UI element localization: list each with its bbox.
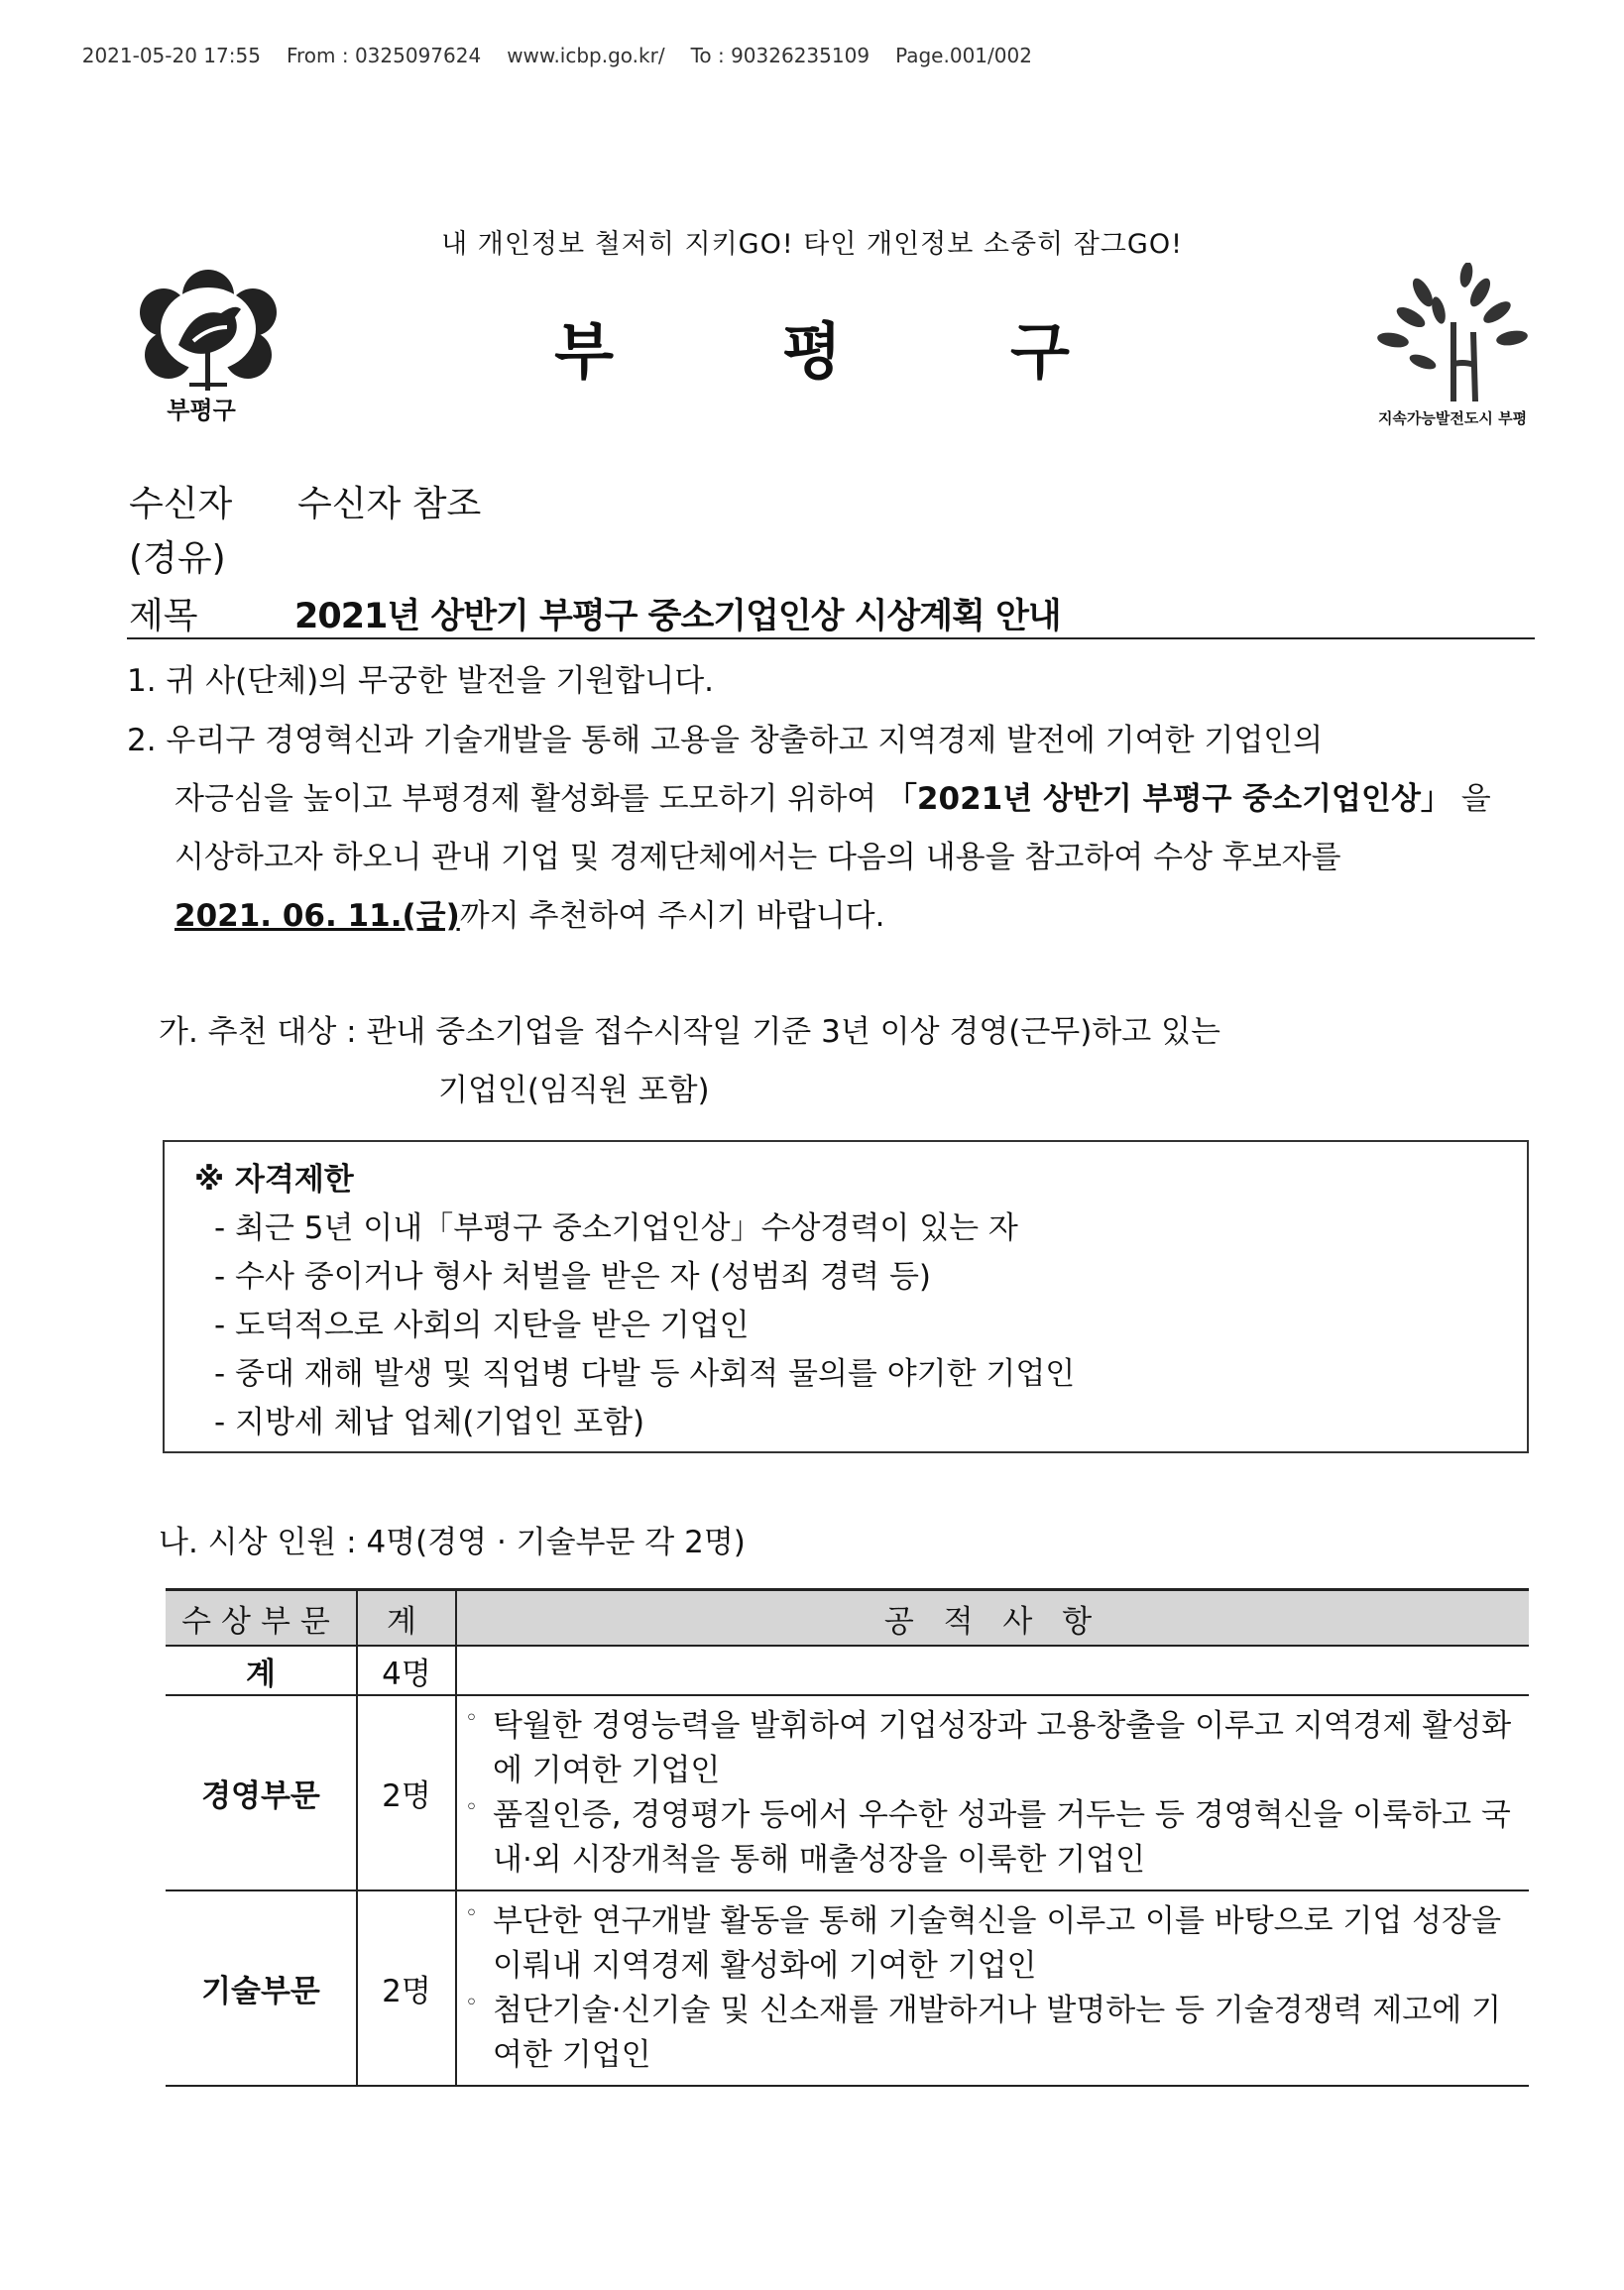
deadline-date: 2021. 06. 11.(금) [174,898,460,934]
total-count: 4명 [357,1646,456,1695]
total-merits [456,1646,1529,1695]
section-b [159,1514,1576,1572]
merits-management [456,1695,1529,1890]
paragraph-2-line-2c: 을 [1450,781,1491,817]
section-a [159,1003,1576,1120]
bullet-icon: ◦ [465,1990,478,2015]
subject-row [129,588,1061,638]
restriction-item: - 수사 중이거나 형사 처벌을 받은 자 (성범죄 경력 등) [214,1259,931,1295]
paragraph-1 [127,652,1545,711]
fax-to: To : 90326235109 [690,44,870,67]
merit-item [465,1989,1517,2078]
table-row [166,1890,1529,2086]
section-a-line-1: 가. 추천 대상 : 관내 중소기업을 접수시작일 기준 3년 이상 경영(근무)하고 있는 [159,1014,1220,1050]
paragraph-1-text: 1. 귀 사(단체)의 무궁한 발전을 기원합니다. [127,663,715,699]
privacy-slogan: 내 개인정보 철저히 지키GO! 타인 개인정보 소중히 잠그GO! [441,229,1183,260]
paragraph-2-line-4 [127,887,1545,946]
count-technology: 2명 [357,1890,456,2086]
via-row [129,530,226,581]
section-b-text: 나. 시상 인원 : 4명(경영 · 기술부문 각 2명) [159,1525,746,1560]
merit-item [465,1899,1517,1989]
restrictions-title: ※ 자격제한 [194,1162,354,1198]
subject-value: 2021년 상반기 부평구 중소기업인상 시상계획 안내 [294,597,1061,636]
merit-text: 품질인증, 경영평가 등에서 우수한 성과를 거두는 등 경영혁신을 이룩하고 국내·외 시장개척을 통해 매출성장을 이룩한 기업인 [493,1796,1511,1878]
section-a-line-2: 기업인(임직원 포함) [438,1073,710,1108]
award-table [166,1588,1529,2087]
restriction-item: - 지방세 체납 업체(기업인 포함) [214,1405,645,1440]
paragraph-2-line-2a: 자긍심을 높이고 부평경제 활성화를 도모하기 위하여 [174,781,886,817]
sustainable-city-logo [1363,263,1542,431]
logo-caption: 지속가능발전도시 부평 [1377,409,1528,427]
table-row-total [166,1646,1529,1695]
count-management: 2명 [357,1695,456,1890]
restriction-item: - 도덕적으로 사회의 지탄을 받은 기업인 [214,1308,750,1343]
eligibility-restrictions-box [163,1140,1529,1453]
merit-text: 첨단기술·신기술 및 신소재를 개발하거나 발명하는 등 기술경쟁력 제고에 기여한 기업인 [493,1992,1502,2073]
subject-label: 제목 [129,596,198,636]
paragraph-2-line-4-text: 까지 추천하여 주시기 바랍니다. [459,898,885,934]
fax-site: www.icbp.go.kr/ [507,44,665,67]
fax-datetime: 2021-05-20 17:55 [81,44,261,67]
category-management: 경영부문 [166,1695,357,1890]
restriction-item: - 최근 5년 이내「부평구 중소기업인상」수상경력이 있는 자 [214,1210,1018,1246]
recipient-label: 수신자 [129,484,233,524]
fax-from: From : 0325097624 [286,44,482,67]
recipient-value: 수신자 참조 [297,484,482,524]
paragraph-2-line-3: 시상하고자 하오니 관내 기업 및 경제단체에서는 다음의 내용을 참고하여 수상 후보자를 [174,840,1341,875]
via-label: (경유) [129,538,226,579]
organization-title: 부평구 [554,315,1238,388]
total-label: 계 [166,1646,357,1695]
paragraph-2-line-1: 2. 우리구 경영혁신과 기술개발을 통해 고용을 창출하고 지역경제 발전에 기여한 기업인의 [127,723,1324,758]
category-technology: 기술부문 [166,1890,357,2086]
recipient-row [129,476,481,526]
bullet-icon: ◦ [465,1900,478,1926]
header-category: 수상부문 [166,1590,357,1647]
sprout-tree-icon [1363,263,1542,406]
header-divider [127,637,1535,639]
emblem-caption: 부평구 [167,397,236,424]
table-header-row [166,1590,1529,1647]
merits-technology [456,1890,1529,2086]
bullet-icon: ◦ [465,1794,478,1820]
award-name-emphasis: 「2021년 상반기 부평구 중소기업인상」 [885,781,1451,817]
table-row [166,1695,1529,1890]
merit-item [465,1793,1517,1883]
bullet-icon: ◦ [465,1705,478,1731]
fax-page: Page.001/002 [895,44,1032,67]
paragraph-2 [127,712,1545,946]
merit-item [465,1704,1517,1793]
header-count: 계 [357,1590,456,1647]
restriction-item: - 중대 재해 발생 및 직업병 다발 등 사회적 물의를 야기한 기업인 [214,1356,1076,1392]
fax-header [69,20,1058,67]
paragraph-2-line-2 [127,770,1545,829]
merit-text: 부단한 연구개발 활동을 통해 기술혁신을 이루고 이를 바탕으로 기업 성장을 이뤄내 지역경제 활성화에 기여한 기업인 [493,1902,1502,1984]
merit-text: 탁월한 경영능력을 발휘하여 기업성장과 고용창출을 이루고 지역경제 활성화에 기여한 기업인 [493,1707,1512,1788]
header-merits: 공 적 사 항 [456,1590,1529,1647]
